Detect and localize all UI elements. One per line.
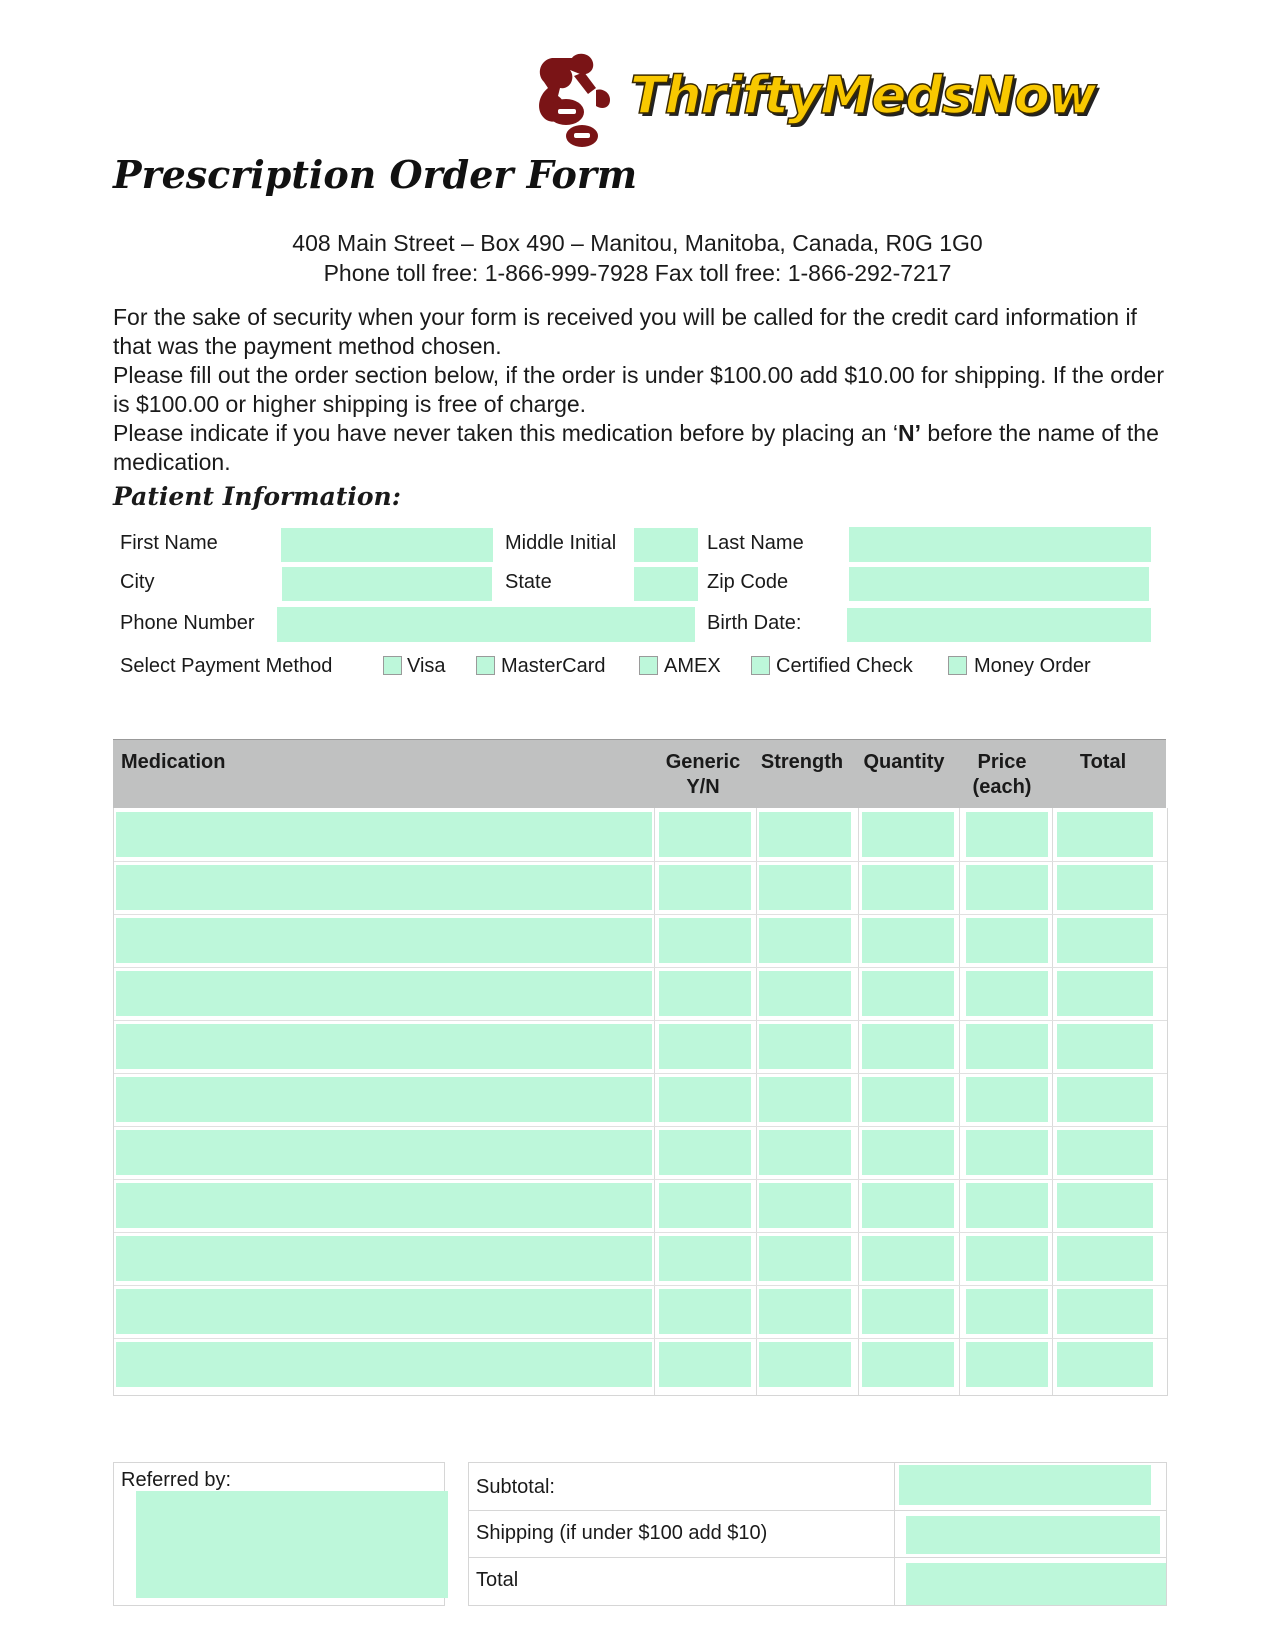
column-divider [959,808,960,1395]
total-cell-field[interactable] [1057,1289,1153,1334]
total-cell-field[interactable] [1057,1236,1153,1281]
visa-label: Visa [407,655,446,677]
total-cell-field[interactable] [1057,1024,1153,1069]
strength-cell-field[interactable] [759,1130,851,1175]
total-field[interactable] [906,1563,1166,1605]
last-name-field[interactable] [849,527,1151,562]
money-order-checkbox[interactable] [948,656,967,675]
row-divider [114,1020,1167,1021]
first-name-field[interactable] [281,528,493,562]
strength-cell-field[interactable] [759,1236,851,1281]
column-divider [654,808,655,1395]
state-field[interactable] [634,567,698,601]
generic-cell-field[interactable] [659,865,751,910]
first-name-label: First Name [120,532,218,554]
price-cell-field[interactable] [966,1077,1048,1122]
row-divider [114,1232,1167,1233]
phone-fax-line: Phone toll free: 1-866-999-7928 Fax toll free: 1-866-292-7217 [323,260,952,286]
logo-wordmark: ThriftyMedsNow [630,66,1096,126]
instruction-shipping: Please fill out the order section below, if the order is under $100.00 add $10.00 for shipping. If the order is $100.00 or higher shipping is free of charge. [113,362,1165,417]
medication-cell-field[interactable] [116,1342,652,1387]
generic-cell-field[interactable] [659,918,751,963]
medication-cell-field[interactable] [116,1289,652,1334]
medication-table [113,808,1168,1396]
instruction-security: For the sake of security when your form is received you will be called for the credit card information if that was the payment method chosen. [113,304,1137,359]
subtotal-field[interactable] [899,1465,1151,1505]
total-cell-field[interactable] [1057,812,1153,857]
medication-cell-field[interactable] [116,918,652,963]
quantity-cell-field[interactable] [862,812,954,857]
total-cell-field[interactable] [1057,1183,1153,1228]
total-cell-field[interactable] [1057,1077,1153,1122]
generic-column-header: Generic Y/N [665,751,741,798]
certified-check-label: Certified Check [776,655,913,677]
generic-cell-field[interactable] [659,971,751,1016]
amex-label: AMEX [664,655,721,677]
price-cell-field[interactable] [966,1183,1048,1228]
medication-table-header [113,739,1166,808]
amex-checkbox[interactable] [639,656,658,675]
column-divider [858,808,859,1395]
birth-date-label: Birth Date: [707,612,802,634]
referred-by-box [113,1462,445,1606]
strength-cell-field[interactable] [759,918,851,963]
row-divider [114,1126,1167,1127]
strength-column-header: Strength [760,751,844,773]
patient-info-heading: Patient Information: [113,482,401,511]
strength-cell-field[interactable] [759,1024,851,1069]
birth-date-field[interactable] [847,608,1151,642]
price-column-header: Price (each) [972,751,1032,798]
generic-cell-field[interactable] [659,1024,751,1069]
generic-cell-field[interactable] [659,1130,751,1175]
state-label: State [505,571,552,593]
price-cell-field[interactable] [966,1236,1048,1281]
column-divider [756,808,757,1395]
price-cell-field[interactable] [966,971,1048,1016]
generic-cell-field[interactable] [659,1342,751,1387]
middle-initial-label: Middle Initial [505,532,617,554]
medication-cell-field[interactable] [116,812,652,857]
total-cell-field[interactable] [1057,971,1153,1016]
price-cell-field[interactable] [966,1289,1048,1334]
page-title: Prescription Order Form [113,152,638,197]
quantity-cell-field[interactable] [862,1077,954,1122]
medication-cell-field[interactable] [116,1183,652,1228]
strength-cell-field[interactable] [759,1289,851,1334]
quantity-cell-field[interactable] [862,1024,954,1069]
row-divider [114,1285,1167,1286]
shipping-label: Shipping (if under $100 add $10) [476,1522,768,1544]
medication-cell-field[interactable] [116,1236,652,1281]
city-label: City [120,571,155,593]
referred-by-field[interactable] [136,1491,448,1598]
price-cell-field[interactable] [966,865,1048,910]
instruction-new-medication: Please indicate if you have never taken this medication before by placing an ‘N’ before the name of the medication. [113,420,1159,475]
referred-by-label: Referred by: [121,1469,232,1491]
medication-cell-field[interactable] [116,1130,652,1175]
mastercard-checkbox[interactable] [476,656,495,675]
last-name-label: Last Name [707,532,804,554]
medication-cell-field[interactable] [116,1077,652,1122]
instructions [113,303,1173,477]
n-marker: N’ [898,420,922,446]
zip-code-field[interactable] [849,567,1149,601]
total-cell-field[interactable] [1057,865,1153,910]
price-cell-field[interactable] [966,1130,1048,1175]
subtotal-label: Subtotal: [476,1476,555,1498]
price-cell-field[interactable] [966,1024,1048,1069]
price-cell-field[interactable] [966,918,1048,963]
generic-cell-field[interactable] [659,1183,751,1228]
row-divider [114,914,1167,915]
medication-cell-field[interactable] [116,971,652,1016]
strength-cell-field[interactable] [759,812,851,857]
medication-cell-field[interactable] [116,1024,652,1069]
certified-check-checkbox[interactable] [751,656,770,675]
strength-cell-field[interactable] [759,1183,851,1228]
strength-cell-field[interactable] [759,1077,851,1122]
row-divider [114,967,1167,968]
quantity-cell-field[interactable] [862,971,954,1016]
row-divider [114,1179,1167,1180]
phone-number-field[interactable] [277,607,695,642]
money-order-label: Money Order [974,655,1091,677]
phone-number-label: Phone Number [120,612,255,634]
quantity-cell-field[interactable] [862,1130,954,1175]
row-divider [114,1073,1167,1074]
total-cell-field[interactable] [1057,1130,1153,1175]
price-cell-field[interactable] [966,1342,1048,1387]
medication-column-header: Medication [121,751,226,773]
city-field[interactable] [282,567,492,601]
strength-cell-field[interactable] [759,1342,851,1387]
mastercard-label: MasterCard [501,655,606,677]
medication-cell-field[interactable] [116,865,652,910]
zip-code-label: Zip Code [707,571,789,593]
generic-cell-field[interactable] [659,1077,751,1122]
brand-logo [530,48,1150,148]
totals-box [468,1462,1167,1606]
total-cell-field[interactable] [1057,918,1153,963]
quantity-cell-field[interactable] [862,1289,954,1334]
quantity-cell-field[interactable] [862,918,954,963]
generic-cell-field[interactable] [659,812,751,857]
address-line: 408 Main Street – Box 490 – Manitou, Manitoba, Canada, R0G 1G0 [292,230,983,256]
payment-method-label: Select Payment Method [120,655,333,677]
strength-cell-field[interactable] [759,971,851,1016]
shipping-field[interactable] [906,1516,1160,1554]
total-cell-field[interactable] [1057,1342,1153,1387]
row-divider [114,861,1167,862]
quantity-column-header: Quantity [863,751,945,773]
total-label: Total [476,1569,519,1591]
generic-cell-field[interactable] [659,1236,751,1281]
visa-checkbox[interactable] [383,656,402,675]
price-cell-field[interactable] [966,812,1048,857]
pill-bottle-icon [530,48,635,148]
middle-initial-field[interactable] [634,528,698,562]
quantity-cell-field[interactable] [862,1342,954,1387]
strength-cell-field[interactable] [759,865,851,910]
quantity-cell-field[interactable] [862,865,954,910]
column-divider [1052,808,1053,1395]
quantity-cell-field[interactable] [862,1236,954,1281]
generic-cell-field[interactable] [659,1289,751,1334]
quantity-cell-field[interactable] [862,1183,954,1228]
total-column-header: Total [1079,751,1127,773]
row-divider [114,1338,1167,1339]
